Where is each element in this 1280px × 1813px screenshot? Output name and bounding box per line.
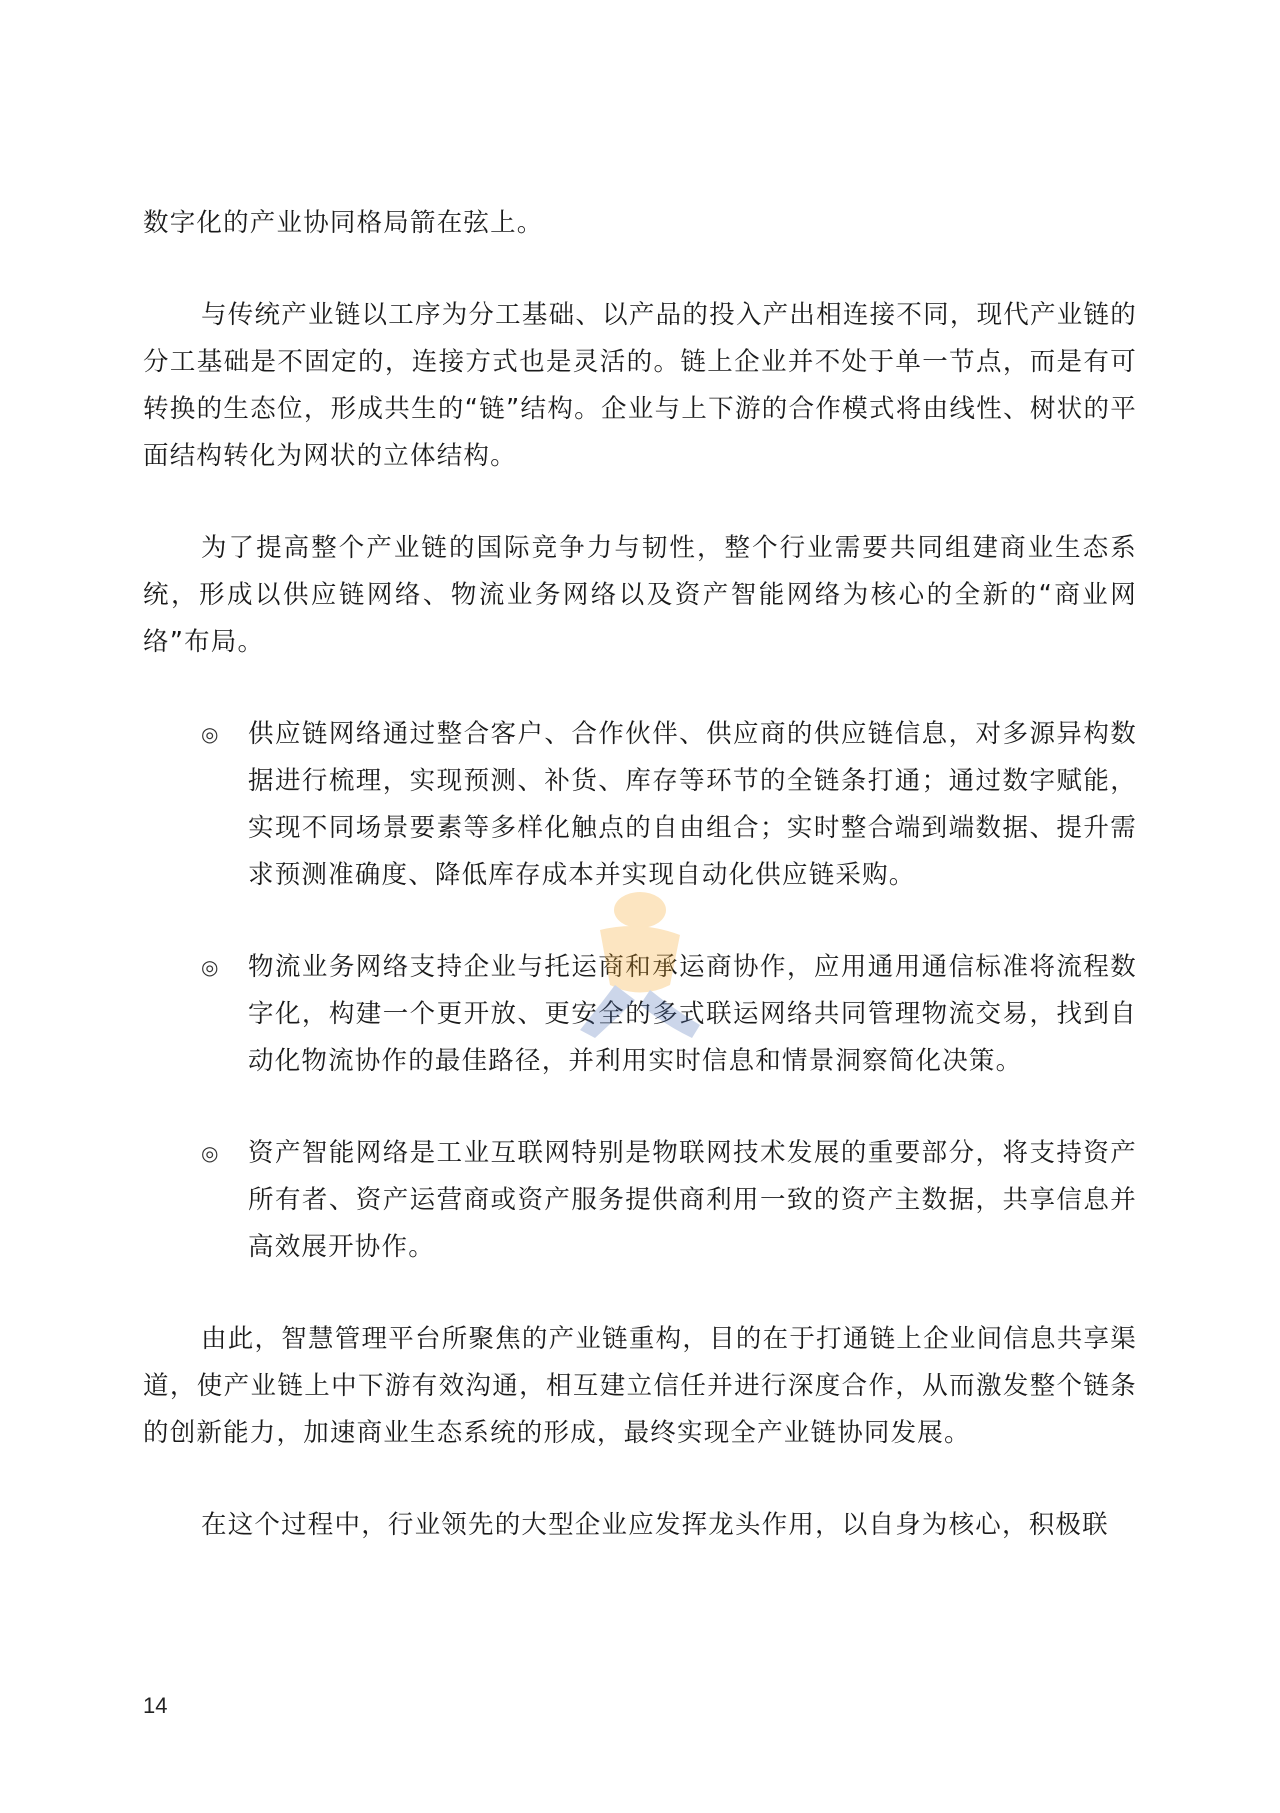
bullet-text: 物流业务网络支持企业与托运商和承运商协作，应用通用通信标准将流程数字化，构建一个更开放、更安全的多式联运网络共同管理物流交易，找到自动化物流协作的最佳路径，并利用实时信息和情景洞察简化决策。 (248, 952, 1137, 1076)
bullet-mark-icon: ◎ (201, 722, 220, 746)
bullet-mark-icon: ◎ (201, 955, 220, 979)
paragraph-0: 数字化的产业协同格局箭在弦上。 (143, 208, 544, 238)
bullet-mark-icon: ◎ (201, 1141, 220, 1165)
bullet-item-logistics (143, 944, 1137, 1085)
paragraph-1: 与传统产业链以工序为分工基础、以产品的投入产出相连接不同，现代产业链的分工基础是不固定的，连接方式也是灵活的。链上企业并不处于单一节点，而是有可转换的生态位，形成共生的“链”结构。企业与上下游的合作模式将由线性、树状的平面结构转化为网状的立体结构。 (143, 300, 1137, 471)
paragraph-4: 在这个过程中，行业领先的大型企业应发挥龙头作用，以自身为核心，积极联 (201, 1510, 1109, 1540)
bullet-item-supply-chain (143, 711, 1137, 899)
bullet-item-asset-intelligence (143, 1130, 1137, 1271)
page-number: 14 (143, 1693, 168, 1718)
paragraph-3: 由此，智慧管理平台所聚焦的产业链重构，目的在于打通链上企业间信息共享渠道，使产业链上中下游有效沟通，相互建立信任并进行深度合作，从而激发整个链条的创新能力，加速商业生态系统的形成，最终实现全产业链协同发展。 (143, 1324, 1137, 1448)
bullet-text: 资产智能网络是工业互联网特别是物联网技术发展的重要部分，将支持资产所有者、资产运营商或资产服务提供商利用一致的资产主数据，共享信息并高效展开协作。 (248, 1138, 1137, 1262)
paragraph-2: 为了提高整个产业链的国际竞争力与韧性，整个行业需要共同组建商业生态系统，形成以供应链网络、物流业务网络以及资产智能网络为核心的全新的“商业网络”布局。 (143, 533, 1137, 657)
bullet-text: 供应链网络通过整合客户、合作伙伴、供应商的供应链信息，对多源异构数据进行梳理，实现预测、补货、库存等环节的全链条打通；通过数字赋能，实现不同场景要素等多样化触点的自由组合；实时整合端到端数据、提升需求预测准确度、降低库存成本并实现自动化供应链采购。 (248, 719, 1137, 890)
page-content (143, 200, 1137, 1549)
